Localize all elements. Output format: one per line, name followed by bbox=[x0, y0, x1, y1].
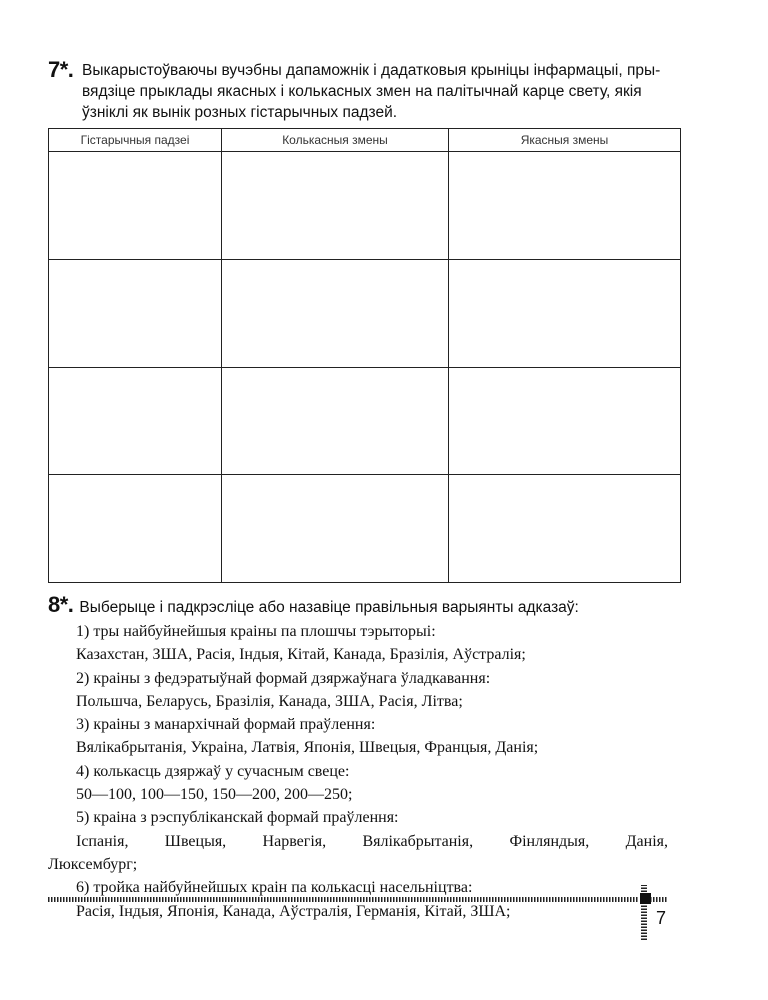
table-cell[interactable] bbox=[222, 367, 449, 475]
answer-options-3[interactable]: Вялікабрытанія, Украіна, Латвія, Японія, Швецыя, Францыя, Данія; bbox=[76, 739, 539, 757]
question-3: 3) краіны з манархічнай формай праўлення: bbox=[76, 716, 376, 734]
table-cell[interactable] bbox=[449, 367, 681, 475]
task-7-text-line-3: ўзніклі як вынік розных гістарычных падзей. bbox=[82, 104, 398, 121]
task-7 bbox=[48, 57, 678, 123]
table-cell[interactable] bbox=[49, 367, 222, 475]
answer-options-5[interactable]: Іспанія, Швецыя, Нарвегія, Вялікабрытанія, Фінляндыя, Данія, bbox=[76, 832, 668, 850]
question-6: 6) тройка найбуйнейшых краін па колькасці насельніцтва: bbox=[76, 879, 473, 897]
question-5: 5) краіна з рэспубліканскай формай праўлення: bbox=[76, 809, 399, 827]
answer-options-4[interactable]: 50—100, 100—150, 150—200, 200—250; bbox=[76, 786, 353, 804]
table-cell[interactable] bbox=[449, 259, 681, 367]
table-row bbox=[49, 259, 681, 367]
table-cell[interactable] bbox=[49, 152, 222, 260]
events-changes-table bbox=[48, 128, 681, 583]
table-cell[interactable] bbox=[49, 475, 222, 583]
task-7-text-line-1: Выкарыстоўваючы вучэбны дапаможнік і дадатковыя крыніцы інфармацыі, пры- bbox=[82, 62, 661, 79]
header-qualitative-changes: Якасныя змены bbox=[449, 129, 681, 152]
answer-options-2[interactable]: Польшча, Беларусь, Бразілія, Канада, ЗША, Расія, Літва; bbox=[76, 692, 463, 710]
table-row bbox=[49, 475, 681, 583]
task-7-number: 7*. bbox=[48, 57, 74, 82]
table-cell[interactable] bbox=[49, 259, 222, 367]
table-cell[interactable] bbox=[222, 152, 449, 260]
task-7-text-line-2: вядзіце прыклады якасных і колькасных змен на палітычнай карце свету, якія bbox=[82, 83, 642, 100]
table-row bbox=[49, 367, 681, 475]
table-row bbox=[49, 152, 681, 260]
footer-square-marker bbox=[640, 893, 651, 904]
footer-divider-right bbox=[650, 897, 668, 902]
task-8-number: 8*. bbox=[48, 592, 74, 617]
question-1: 1) тры найбуйнейшыя краіны па плошчы тэрыторыі: bbox=[76, 623, 436, 640]
page-number: 7 bbox=[656, 908, 667, 928]
answer-options-1[interactable]: Казахстан, ЗША, Расія, Індыя, Кітай, Канада, Бразілія, Аўстралія; bbox=[76, 646, 526, 664]
table-cell[interactable] bbox=[222, 475, 449, 583]
task-8 bbox=[48, 594, 678, 618]
question-2: 2) краіны з федэратыўнай формай дзяржаўнага ўладкавання: bbox=[76, 669, 491, 687]
answer-options-6[interactable]: Расія, Індыя, Японія, Канада, Аўстралія, Германія, Кітай, ЗША; bbox=[76, 902, 511, 920]
table-cell[interactable] bbox=[222, 259, 449, 367]
task-8-prompt: Выберыце і падкрэсліце або назавіце правільныя варыянты адказаў: bbox=[79, 599, 579, 616]
question-4: 4) колькасць дзяржаў у сучасным свеце: bbox=[76, 762, 350, 780]
answer-options-5-cont[interactable]: Люксембург; bbox=[48, 855, 138, 873]
table-cell[interactable] bbox=[449, 475, 681, 583]
table-cell[interactable] bbox=[449, 152, 681, 260]
footer-divider bbox=[48, 897, 638, 902]
header-historical-events: Гістарычныя падзеі bbox=[49, 129, 222, 152]
header-quantitative-changes: Колькасныя змены bbox=[222, 129, 449, 152]
task-8-answers bbox=[48, 620, 668, 923]
